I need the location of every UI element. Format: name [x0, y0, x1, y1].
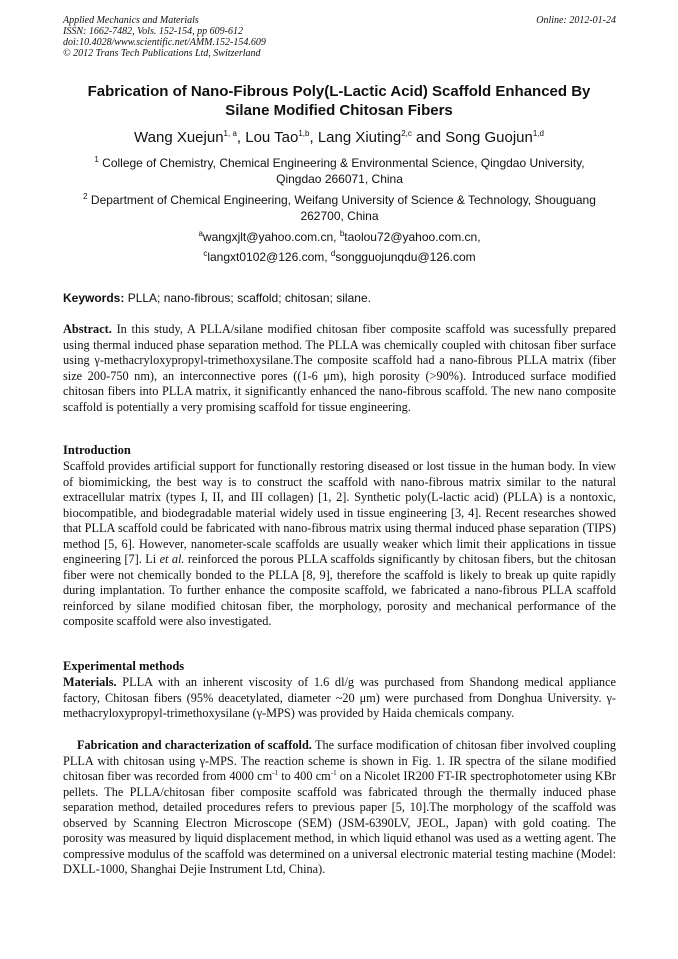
abstract-text: In this study, A PLLA/silane modified chitosan fiber composite scaffold was sucessfully prepared using thermal induced phase separation method. The PLLA was chemically coupled with chitosan fiber surface using γ-methacryloxypropyl-trimethoxysilane.The composite scaffold had a nano-fibrous PLLA matrix (fiber size 200-750 nm), an interconnective pores ((1-6 μm), high porosity (>90%). Introduced surface modified chitosan fibers into PLLA matrix, it significantly enhanced the nano-fibrous scaffold. The new nano composite scaffold is potentially a very promising scaffold for tissue engineering.	[63, 322, 616, 414]
paragraph-text: to 400 cm	[278, 769, 331, 783]
affiliation-number: 1	[94, 155, 99, 164]
title-line-1: Fabrication of Nano-Fibrous Poly(L-Lactic Acid) Scaffold Enhanced By	[87, 83, 591, 100]
section-heading-experimental: Experimental methods	[63, 659, 185, 673]
paragraph-text: on a Nicolet IR200 FT-IR spectrophotometer using KBr pellets. The PLLA/chitosan fiber composite scaffold was fabricated through the thermally induced phase separation method, detailed procedures refers to previous paper [5, 10].The morphology of the scaffold was observed by Scanning Electron Microscope (SEM) (JSM-6390LV, JEOL, Japan) with gold coating. The porosity was measured by liquid displacement method, in which liquid ethanol was used as a wetting agent. The compressive modulus of the scaffold was determined on a universal electronic material testing machine (Model: DXLL-1000, Shanghai Dejie Instrument Ltd, China).	[63, 769, 616, 876]
author-name: Lang Xiuting	[317, 129, 402, 146]
paragraph-italic: et al.	[159, 552, 185, 566]
author-list	[60, 128, 618, 147]
affiliation-text: College of Chemistry, Chemical Engineering & Environmental Science, Qingdao University,	[98, 156, 585, 170]
author-affil-marker: 1,d	[532, 129, 544, 138]
email-address: langxt0102@126.com,	[207, 250, 331, 264]
superscript: -1	[330, 768, 337, 777]
author-name: Lou Tao	[245, 129, 299, 146]
email-marker: b	[339, 229, 345, 238]
keywords-label: Keywords:	[63, 291, 125, 305]
keywords-text: PLLA; nano-fibrous; scaffold; chitosan; silane.	[124, 291, 371, 305]
author-separator: ,	[236, 129, 246, 146]
abstract-label: Abstract.	[63, 322, 112, 336]
author-affil-marker: 2,c	[401, 129, 412, 138]
email-address: wangxjlt@yahoo.com.cn,	[202, 230, 340, 244]
affiliation-text: 262700, China	[300, 209, 379, 223]
copyright-line: © 2012 Trans Tech Publications Ltd, Switzerland	[63, 48, 261, 59]
email-marker: d	[330, 249, 336, 258]
online-date: Online: 2012-01-24	[536, 15, 616, 26]
author-separator: ,	[309, 129, 318, 146]
author-affil-marker: 1, a	[223, 129, 237, 138]
affiliation-1	[63, 155, 616, 187]
email-marker: c	[203, 249, 208, 258]
issn-line: ISSN: 1662-7482, Vols. 152-154, pp 609-612	[63, 26, 243, 37]
paragraph-text: PLLA with an inherent viscosity of 1.6 dl/g was purchased from Shandong medical appliance factory, Chitosan fibers (95% deacetylated, diameter ~20 μm) were purchased from Donghua University. γ-methacryloxypropyl-trimethoxysilane (γ-MPS) was provided by Haida chemicals company.	[63, 675, 616, 720]
affiliation-2	[63, 192, 616, 224]
email-line-2	[63, 249, 616, 265]
paragraph-text: The surface modification of chitosan fiber involved coupling PLLA with chitosan using γ-MPS. The reaction scheme is shown in Fig. 1. IR spectra of the silane modified chitosan fiber was recorded from 4000 cm	[63, 738, 616, 783]
author-name: Song Guojun	[445, 129, 533, 146]
email-marker: a	[198, 229, 203, 238]
affiliation-text: Department of Chemical Engineering, Weifang University of Science & Technology, Shouguang	[87, 193, 596, 207]
fabrication-label: Fabrication and characterization of scaffold.	[77, 738, 312, 752]
abstract	[63, 322, 616, 415]
author-separator: and	[411, 129, 446, 146]
paper-title	[60, 82, 618, 120]
introduction-paragraph	[63, 459, 616, 630]
paragraph-text: Scaffold provides artificial support for functionally restoring diseased or lost tissue in the human body. In view of biomimicking, the best way is to construct the scaffold with nano-fibrous matrix similar to the natural extracellular matrix (types I, II, and III collagen) [1, 2]. Synthetic poly(L-lactic acid) (PLLA) is a nontoxic, biocompatible, and biodegradable material widely used in tissue engineering [3, 4]. Recent researches showed that PLLA scaffold could be fabricated with nano-fibrous matrix using thermal induced phase separation (TIPS) method [5, 6]. However, nanometer-scale scaffolds are usually weaker which limit their applications in tissue engineering [7]. Li	[63, 459, 616, 566]
journal-header	[63, 15, 616, 59]
paragraph-text: reinforced the porous PLLA scaffolds significantly by chitosan fibers, but the chitosan fiber were not chemically bonded to the PLLA [8, 9], therefore the scaffold is likely to break up quite rapidly during implantation. To further enhance the composite scaffold, we fabricated a nano-fibrous PLLA scaffold reinforced by silane modified chitosan fiber, the morphology, porosity and mechanical performance of the composite scaffold were also investigated.	[63, 552, 617, 628]
materials-label: Materials.	[63, 675, 117, 689]
affiliation-text: Qingdao 266071, China	[276, 172, 403, 186]
author-name: Wang Xuejun	[134, 129, 224, 146]
email-address: songguojunqdu@126.com	[335, 250, 476, 264]
fabrication-paragraph	[63, 738, 616, 878]
superscript: -1	[272, 768, 279, 777]
keywords	[63, 290, 616, 306]
journal-name: Applied Mechanics and Materials	[63, 15, 199, 26]
doi-line: doi:10.4028/www.scientific.net/AMM.152-154.609	[63, 37, 266, 48]
materials-paragraph	[63, 675, 616, 722]
title-line-2: Silane Modified Chitosan Fibers	[225, 102, 453, 119]
author-affil-marker: 1,b	[298, 129, 310, 138]
section-heading-introduction: Introduction	[63, 443, 131, 457]
affiliation-number: 2	[83, 192, 88, 201]
email-address: taolou72@yahoo.com.cn,	[344, 230, 481, 244]
email-line-1	[63, 229, 616, 245]
